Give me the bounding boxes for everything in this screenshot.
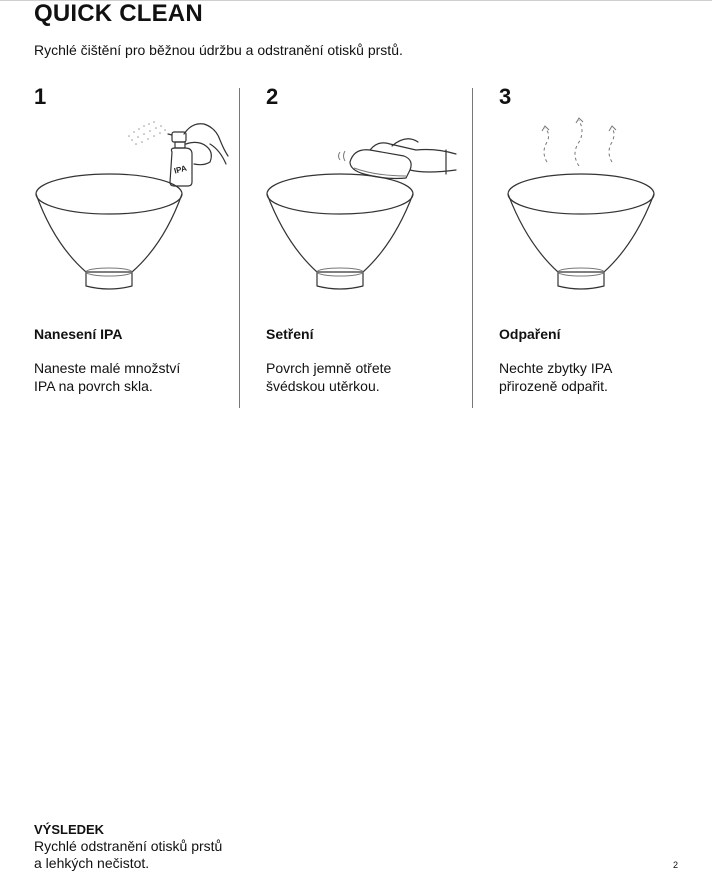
step-number: 2 (266, 84, 279, 109)
step-2 (266, 84, 476, 394)
result-text: Rychlé odstranění otisků prstů a lehkých nečistot. (34, 838, 223, 871)
step-heading: Nanesení IPA (34, 326, 123, 342)
spray-ipa-illustration (34, 104, 234, 309)
step-3 (499, 84, 709, 394)
step-heading: Odpaření (499, 326, 561, 342)
wipe-cloth-illustration (266, 104, 466, 309)
step-1 (34, 84, 244, 394)
step-description: Naneste malé množství IPA na povrch skla. (34, 360, 181, 394)
step-description: Nechte zbytky IPA přirozeně odpařit. (499, 360, 613, 394)
bottle-label: IPA (173, 163, 188, 176)
step-heading: Setření (266, 326, 314, 342)
column-divider (239, 88, 240, 408)
page-subtitle: Rychlé čištění pro běžnou údržbu a odstranění otisků prstů. (34, 42, 403, 58)
page-number: 2 (673, 860, 679, 870)
page-title: QUICK CLEAN (34, 0, 203, 27)
step-number: 1 (34, 84, 47, 109)
column-divider (472, 88, 473, 408)
evaporate-illustration (499, 104, 699, 309)
result-title: VÝSLEDEK (34, 822, 105, 837)
step-description: Povrch jemně otřete švédskou utěrkou. (266, 360, 392, 394)
step-number: 3 (499, 84, 512, 109)
result-section (34, 821, 274, 872)
